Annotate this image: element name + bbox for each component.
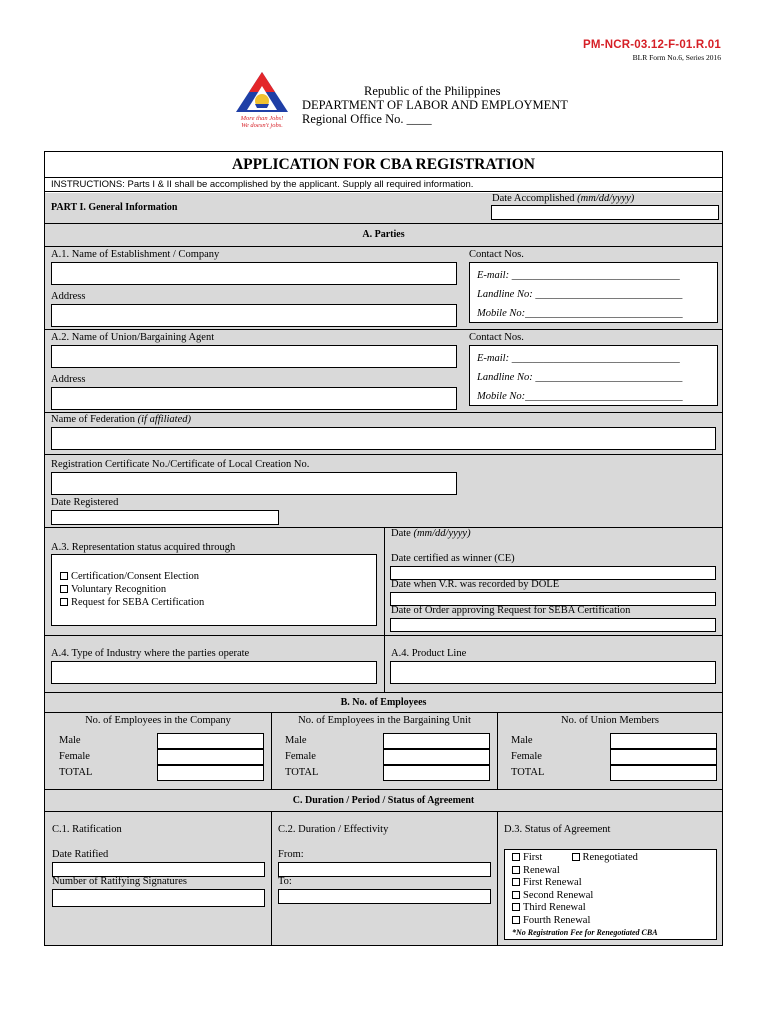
section-c-heading: C. Duration / Period / Status of Agreement [45, 790, 722, 812]
a4-block [45, 636, 722, 693]
male-label: Male [511, 735, 533, 746]
cba-registration-form [44, 151, 723, 946]
landline-line: Landline No: ____________________________ [477, 289, 683, 300]
date-accomplished-label: Date Accomplished (mm/dd/yyyy) [492, 193, 635, 204]
checkbox-icon[interactable] [512, 853, 520, 861]
unit-male-field[interactable] [383, 733, 490, 749]
company-female-field[interactable] [157, 749, 264, 765]
union-name-field[interactable] [51, 345, 457, 368]
registration-block [45, 455, 722, 528]
address-label: Address [51, 291, 86, 302]
establishment-contact-box[interactable] [469, 262, 718, 323]
checkbox-icon[interactable] [512, 916, 520, 924]
union-contact-box[interactable] [469, 345, 718, 406]
federation-block [45, 413, 722, 455]
checkbox-icon[interactable] [512, 903, 520, 911]
date-order-label: Date of Order approving Request for SEBA Certification [391, 605, 631, 616]
regional-office-line: Regional Office No. ____ [302, 112, 432, 126]
status-first-renewal-option[interactable]: First Renewal [512, 877, 716, 890]
federation-label: Name of Federation (if affiliated) [51, 414, 191, 425]
checkbox-icon[interactable] [572, 853, 580, 861]
members-total-field[interactable] [610, 765, 717, 781]
option-seba[interactable]: Request for SEBA Certification [60, 596, 376, 609]
email-line: E-mail: ________________________________ [477, 270, 680, 281]
checkbox-icon[interactable] [512, 891, 520, 899]
checkbox-icon[interactable] [60, 598, 68, 606]
contact-label: Contact Nos. [469, 249, 524, 260]
section-b-heading: B. No. of Employees [45, 693, 722, 713]
female-label: Female [59, 751, 90, 762]
option-certification[interactable]: Certification/Consent Election [60, 570, 376, 583]
male-label: Male [285, 735, 307, 746]
to-label: To: [278, 876, 292, 887]
checkbox-icon[interactable] [512, 878, 520, 886]
c2-label: C.2. Duration / Effectivity [278, 824, 389, 835]
members-female-field[interactable] [610, 749, 717, 765]
date-vr-label: Date when V.R. was recorded by DOLE [391, 579, 560, 590]
date-certified-label: Date certified as winner (CE) [391, 553, 515, 564]
company-male-field[interactable] [157, 733, 264, 749]
form-title: APPLICATION FOR CBA REGISTRATION [45, 152, 722, 178]
ratifying-signatures-field[interactable] [52, 889, 265, 907]
reg-cert-label: Registration Certificate No./Certificate of Local Creation No. [51, 459, 310, 470]
status-options-box [504, 849, 717, 940]
union-address-field[interactable] [51, 387, 457, 410]
a3-block [45, 528, 722, 636]
section-a-heading: A. Parties [45, 224, 722, 247]
date-ratified-field[interactable] [52, 862, 265, 877]
industry-field[interactable] [51, 661, 377, 684]
checkbox-icon[interactable] [60, 572, 68, 580]
renegotiated-fee-note: *No Registration Fee for Renegotiated CBA [512, 928, 658, 937]
employees-block [45, 713, 722, 790]
from-label: From: [278, 849, 304, 860]
members-male-field[interactable] [610, 733, 717, 749]
instructions: INSTRUCTIONS: Parts I & II shall be accomplished by the applicant. Supply all required information. [45, 178, 722, 192]
product-line-label: A.4. Product Line [391, 648, 467, 659]
total-label: TOTAL [59, 767, 93, 778]
date-registered-label: Date Registered [51, 497, 119, 508]
agency-header [302, 84, 568, 126]
status-renegotiated-option[interactable]: Renegotiated [572, 852, 638, 863]
d3-label: D.3. Status of Agreement [504, 824, 611, 835]
agreement-block [45, 812, 722, 945]
c1-label: C.1. Ratification [52, 824, 122, 835]
dole-logo [230, 68, 294, 132]
status-first-option[interactable]: First [512, 852, 542, 863]
a3-label: A.3. Representation status acquired through [51, 542, 236, 553]
status-second-renewal-option[interactable]: Second Renewal [512, 890, 716, 903]
bargaining-unit-header: No. of Employees in the Bargaining Unit [298, 715, 471, 726]
establishment-name-field[interactable] [51, 262, 457, 285]
male-label: Male [59, 735, 81, 746]
department-line: DEPARTMENT OF LABOR AND EMPLOYMENT [302, 98, 568, 112]
status-fourth-renewal-option[interactable]: Fourth Renewal [512, 915, 716, 928]
female-label: Female [511, 751, 542, 762]
mobile-line: Mobile No:______________________________ [477, 308, 683, 319]
duration-from-field[interactable] [278, 862, 491, 877]
status-renewal-option[interactable]: Renewal [512, 865, 716, 878]
a3-options-box [51, 554, 377, 626]
union-members-header: No. of Union Members [561, 715, 659, 726]
date-ratified-label: Date Ratified [52, 849, 109, 860]
a1-block [45, 247, 722, 330]
union-address-label: Address [51, 374, 86, 385]
date-column-label: Date (mm/dd/yyyy) [391, 528, 471, 539]
option-voluntary[interactable]: Voluntary Recognition [60, 583, 376, 596]
part1-row [45, 193, 722, 224]
svg-text:We doesn't jobs.: We doesn't jobs. [241, 122, 283, 129]
total-label: TOTAL [511, 767, 545, 778]
status-third-renewal-option[interactable]: Third Renewal [512, 902, 716, 915]
establishment-address-field[interactable] [51, 304, 457, 327]
a2-label: A.2. Name of Union/Bargaining Agent [51, 332, 215, 343]
date-order-field[interactable] [390, 618, 716, 632]
a1-label: A.1. Name of Establishment / Company [51, 249, 220, 260]
document-code: PM-NCR-03.12-F-01.R.01 [583, 39, 721, 51]
ratifying-signatures-label: Number of Ratifying Signatures [52, 876, 188, 887]
total-label: TOTAL [285, 767, 319, 778]
date-accomplished-field[interactable] [491, 205, 719, 220]
union-contact-label: Contact Nos. [469, 332, 524, 343]
duration-to-field[interactable] [278, 889, 491, 904]
date-vr-field[interactable] [390, 592, 716, 606]
industry-label: A.4. Type of Industry where the parties operate [51, 648, 250, 659]
federation-field[interactable] [51, 427, 716, 450]
unit-total-field[interactable] [383, 765, 490, 781]
company-employees-header: No. of Employees in the Company [85, 715, 231, 726]
part1-label: PART I. General Information [51, 202, 178, 213]
checkbox-icon[interactable] [512, 866, 520, 874]
date-certified-field[interactable] [390, 566, 716, 580]
a2-block [45, 330, 722, 413]
checkbox-icon[interactable] [60, 585, 68, 593]
reg-cert-field[interactable] [51, 472, 457, 495]
unit-female-field[interactable] [383, 749, 490, 765]
date-registered-field[interactable] [51, 510, 279, 525]
company-total-field[interactable] [157, 765, 264, 781]
document-code-block [583, 39, 721, 62]
union-email-line: E-mail: ________________________________ [477, 353, 680, 364]
union-landline-line: Landline No: ____________________________ [477, 372, 683, 383]
form-series: BLR Form No.6, Series 2016 [632, 53, 721, 62]
union-mobile-line: Mobile No:______________________________ [477, 391, 683, 402]
republic-line: Republic of the Philippines [364, 84, 501, 98]
product-line-field[interactable] [390, 661, 716, 684]
svg-text:More than Jobs!: More than Jobs! [240, 115, 284, 122]
female-label: Female [285, 751, 316, 762]
